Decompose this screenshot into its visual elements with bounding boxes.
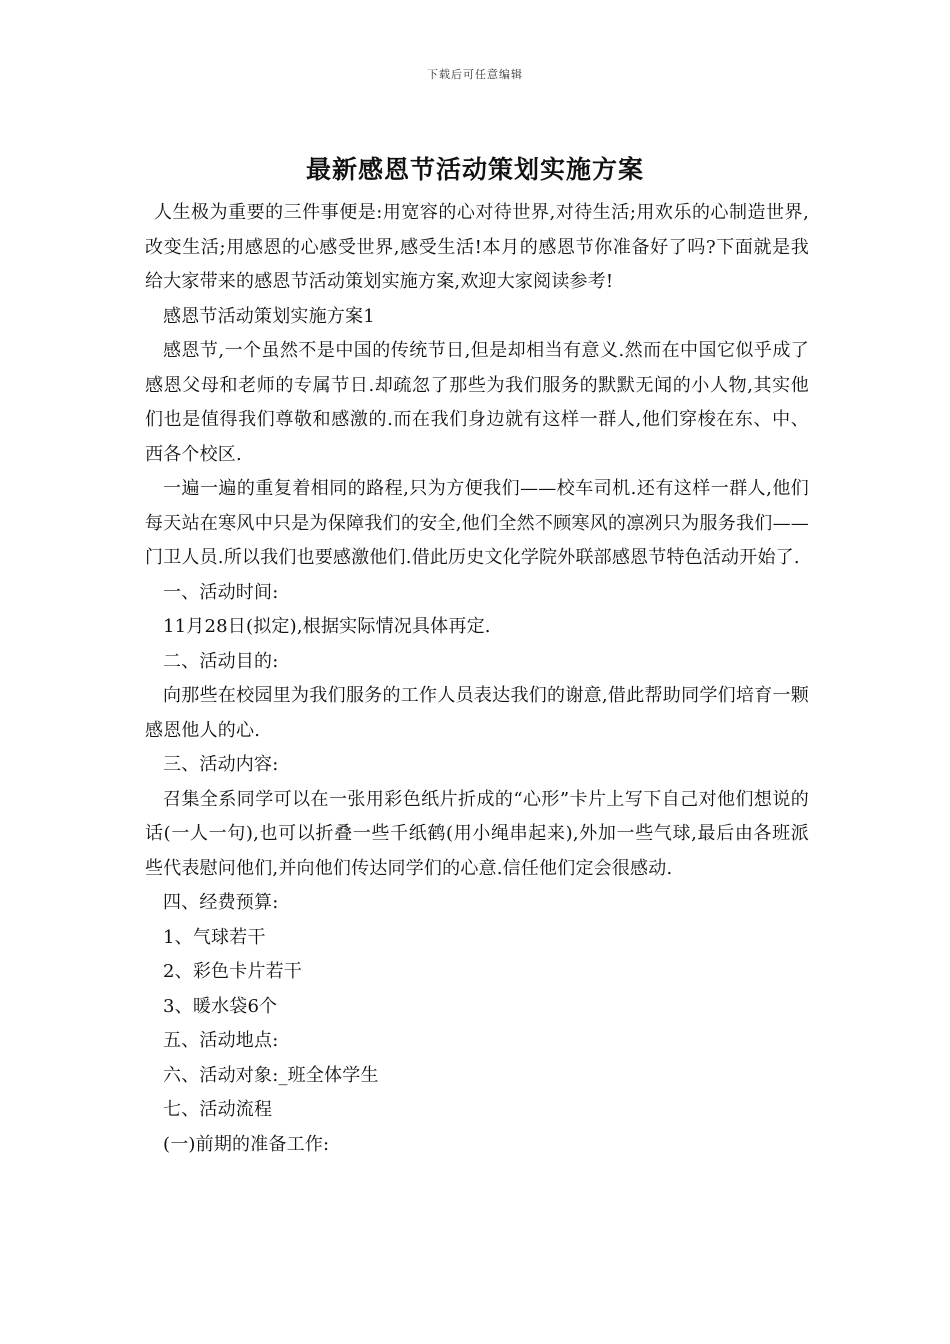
- body-paragraph: 感恩节,一个虽然不是中国的传统节日,但是却相当有意义.然而在中国它似乎成了感恩父母和老师的专属节日.却疏忽了那些为我们服务的默默无闻的小人物,其实他们也是值得我们尊敬和感激的.而在我们身边就有这样一群人,他们穿梭在东、中、西各个校区.: [145, 340, 809, 465]
- heading-activity-target: 六、活动对象:_班全体学生: [163, 1064, 379, 1086]
- page-header-note: 下载后可任意编辑: [427, 68, 523, 81]
- heading-activity-time: 一、活动时间:: [163, 581, 279, 603]
- heading-activity-location: 五、活动地点:: [163, 1030, 279, 1051]
- document-body: [145, 196, 809, 1162]
- heading-activity-purpose: 二、活动目的:: [163, 650, 279, 672]
- list-item: 3、暖水袋6个: [163, 995, 278, 1017]
- intro-paragraph: 人生极为重要的三件事便是:用宽容的心对待世界,对待生活;用欢乐的心制造世界,改变生活;用感恩的心感受世界,感受生活!本月的感恩节你准备好了吗?下面就是我给大家带来的感恩节活动策划实施方案,欢迎大家阅读参考!: [145, 202, 809, 292]
- body-paragraph: 向那些在校园里为我们服务的工作人员表达我们的谢意,借此帮助同学们培育一颗感恩他人的心.: [145, 685, 809, 741]
- body-paragraph: 一遍一遍的重复着相同的路程,只为方便我们——校车司机.还有这样一群人,他们每天站在寒风中只是为保障我们的安全,他们全然不顾寒风的凛冽只为服务我们——门卫人员.所以我们也要感激他们.借此历史文化学院外联部感恩节特色活动开始了.: [145, 478, 809, 568]
- body-paragraph: 召集全系同学可以在一张用彩色纸片折成的“心形”卡片上写下自己对他们想说的话(一人一句),也可以折叠一些千纸鹤(用小绳串起来),外加一些气球,最后由各班派些代表慰问他们,并向他们传达同学们的心意.信任他们定会很感动.: [145, 788, 809, 879]
- heading-activity-process: 七、活动流程: [163, 1099, 273, 1120]
- body-paragraph: 11月28日(拟定),根据实际情况具体再定.: [163, 616, 491, 637]
- section-heading-plan-1: 感恩节活动策划实施方案1: [163, 305, 375, 327]
- heading-activity-content: 三、活动内容:: [163, 754, 279, 775]
- subheading-preparation: (一)前期的准备工作:: [163, 1133, 330, 1155]
- list-item: 2、彩色卡片若干: [163, 961, 303, 982]
- document-title: 最新感恩节活动策划实施方案: [305, 155, 644, 184]
- list-item: 1、气球若干: [163, 926, 266, 948]
- heading-budget: 四、经费预算:: [163, 892, 279, 913]
